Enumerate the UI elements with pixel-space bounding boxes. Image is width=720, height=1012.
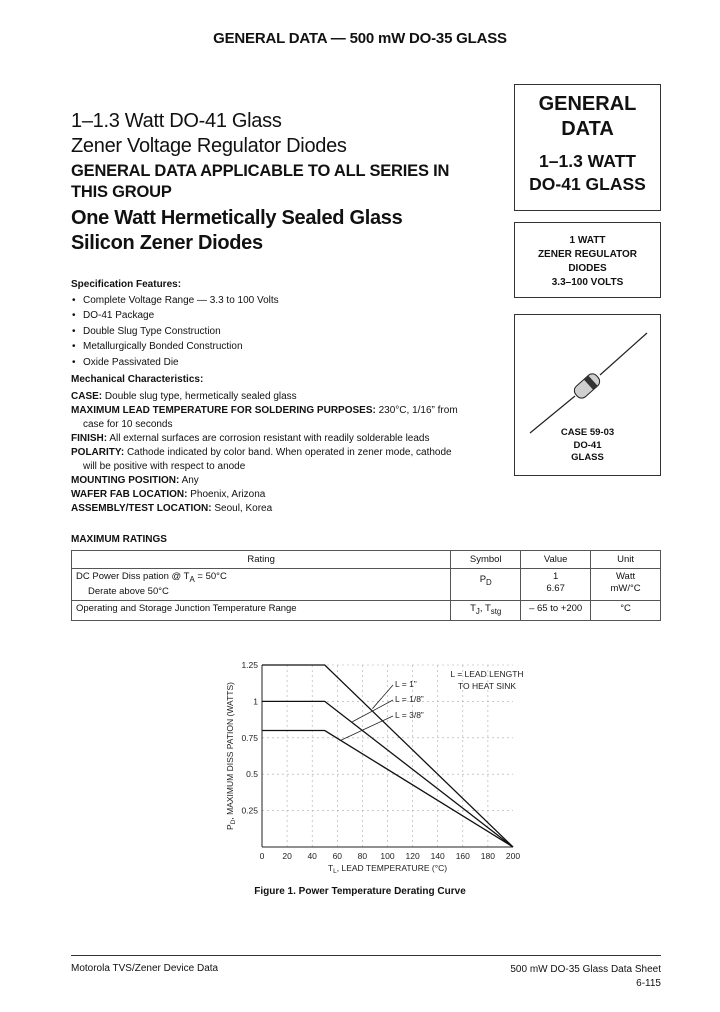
rating-cell: DC Power Diss pation @ $T_A = 50^\circ C$ Derate above 50°C <box>72 569 451 601</box>
y-tick-label: 1.25 <box>241 660 258 670</box>
x-tick-label: 140 <box>430 851 445 861</box>
box-zener-line-3: DIODES <box>568 263 607 274</box>
x-tick-label: 0 <box>259 851 265 861</box>
series-label-1-8in: L = 1/8” <box>395 694 424 704</box>
y-tick-label: 1 <box>253 696 258 707</box>
col-symbol: Symbol <box>451 551 521 569</box>
feature-item: • Oxide Passivated Die <box>71 355 491 371</box>
diode-lead-right <box>600 333 647 375</box>
box-general-line-1: GENERAL <box>538 93 637 115</box>
value-cell: 1 6.67 <box>521 569 591 601</box>
x-axis-title: $T_L$, LEAD TEMPERATURE (°C) <box>327 863 448 875</box>
x-tick-label: 40 <box>307 851 317 861</box>
case-box <box>514 314 661 476</box>
box-general-line-3: 1–1.3 WATT <box>539 151 636 171</box>
title-line-1: 1–1.3 Watt DO-41 Glass <box>71 110 282 132</box>
page-header: GENERAL DATA — 500 mW DO-35 GLASS <box>213 30 507 47</box>
features-heading: Specification Features: <box>71 279 182 290</box>
mechanical-characteristics <box>71 373 491 516</box>
col-unit: Unit <box>591 551 661 569</box>
box-zener-line-4: 3.3–100 VOLTS <box>551 277 624 288</box>
mechanical-heading: Mechanical Characteristics: <box>71 374 204 385</box>
rating-cell: Operating and Storage Junction Temperature Range <box>72 600 451 620</box>
max-ratings-table <box>71 550 661 621</box>
mech-case: CASE: Double slug type, hermetically sealed glass <box>71 391 297 402</box>
unit-cell: °C <box>591 600 661 620</box>
y-tick-label: 0.75 <box>241 732 258 743</box>
case-line-1: CASE 59-03 <box>560 427 615 438</box>
mech-wafer-fab: WAFER FAB LOCATION: Phoenix, Arizona <box>71 489 266 500</box>
symbol-cell: $P_D$ <box>451 569 521 601</box>
symbol-cell: $T_J$, $T_{stg}$ <box>451 600 521 620</box>
box-zener-line-2: ZENER REGULATOR <box>537 249 638 260</box>
main-title-line-1: One Watt Hermetically Sealed Glass <box>71 207 403 229</box>
col-rating: Rating <box>72 551 451 569</box>
annotation-lead-length: L = LEAD LENGTH <box>450 669 524 679</box>
x-tick-label: 100 <box>380 851 395 861</box>
footer-right <box>510 963 661 991</box>
box-zener-line-1: 1 WATT <box>569 235 606 246</box>
features-list <box>71 293 491 371</box>
applicable-line-2: THIS GROUP <box>71 183 172 201</box>
feature-item: • Double Slug Type Construction <box>71 324 491 340</box>
zener-regulator-box <box>514 222 661 298</box>
series-label-1in: L = 1” <box>395 679 417 689</box>
box-general-line-4: DO-41 GLASS <box>529 174 646 194</box>
y-tick-label: 0.25 <box>241 805 258 816</box>
mech-polarity-cont: will be positive with respect to anode <box>83 461 246 472</box>
table-header-row <box>72 551 661 569</box>
series-label-3-8in: L = 3/8” <box>395 710 424 720</box>
title-line-2: Zener Voltage Regulator Diodes <box>71 135 347 157</box>
y-tick-label: 0.5 <box>246 769 258 780</box>
mech-polarity: POLARITY: Cathode indicated by color band. When operated in zener mode, cathode <box>71 447 452 458</box>
title-block <box>71 109 501 256</box>
series-line <box>262 731 513 847</box>
feature-item: • DO-41 Package <box>71 308 491 324</box>
mech-assembly: ASSEMBLY/TEST LOCATION: Seoul, Korea <box>71 503 273 514</box>
table-row <box>72 600 661 620</box>
mech-max-lead-temp-cont: case for 10 seconds <box>83 419 173 430</box>
footer-right-line-2: 6-115 <box>636 978 661 989</box>
x-tick-label: 160 <box>455 851 470 861</box>
y-axis-title: $P_D$, MAXIMUM DISS PATION (WATTS) <box>225 682 237 830</box>
general-data-box <box>514 84 661 211</box>
x-tick-label: 200 <box>505 851 521 861</box>
col-value: Value <box>521 551 591 569</box>
value-cell: – 65 to +200 <box>521 600 591 620</box>
x-tick-label: 180 <box>480 851 495 861</box>
specification-features <box>71 277 491 370</box>
footer-left: Motorola TVS/Zener Device Data <box>71 963 219 974</box>
max-ratings-title: MAXIMUM RATINGS <box>71 534 167 545</box>
main-title-line-2: Silicon Zener Diodes <box>71 232 263 254</box>
footer-divider <box>71 955 661 956</box>
derating-chart <box>215 655 525 880</box>
feature-item: • Metallurgically Bonded Construction <box>71 339 491 355</box>
diode-body <box>572 371 602 400</box>
derating-chart-svg <box>215 655 525 880</box>
mech-mounting: MOUNTING POSITION: Any <box>71 475 199 486</box>
x-tick-label: 80 <box>357 851 368 861</box>
figure-caption: Figure 1. Power Temperature Derating Curve <box>254 886 466 897</box>
mech-finish: FINISH: All external surfaces are corrosion resistant with readily solderable leads <box>71 433 430 444</box>
case-label <box>515 427 660 465</box>
mech-max-lead-temp: MAXIMUM LEAD TEMPERATURE FOR SOLDERING PURPOSES: 230°C, 1/16” from <box>71 405 458 416</box>
x-tick-label: 20 <box>282 851 292 861</box>
x-tick-label: 120 <box>405 851 420 861</box>
feature-item: • Complete Voltage Range — 3.3 to 100 Volts <box>71 293 491 309</box>
unit-cell: Watt mW/°C <box>591 569 661 601</box>
box-general-line-2: DATA <box>561 118 614 140</box>
footer-right-line-1: 500 mW DO-35 Glass Data Sheet <box>510 964 661 975</box>
table-row <box>72 569 661 601</box>
annotation-heat-sink: TO HEAT SINK <box>457 681 517 691</box>
applicable-line-1: GENERAL DATA APPLICABLE TO ALL SERIES IN <box>71 162 450 180</box>
x-tick-label: 60 <box>332 851 343 861</box>
case-line-2: DO-41 <box>573 439 602 451</box>
case-line-3: GLASS <box>571 452 604 463</box>
